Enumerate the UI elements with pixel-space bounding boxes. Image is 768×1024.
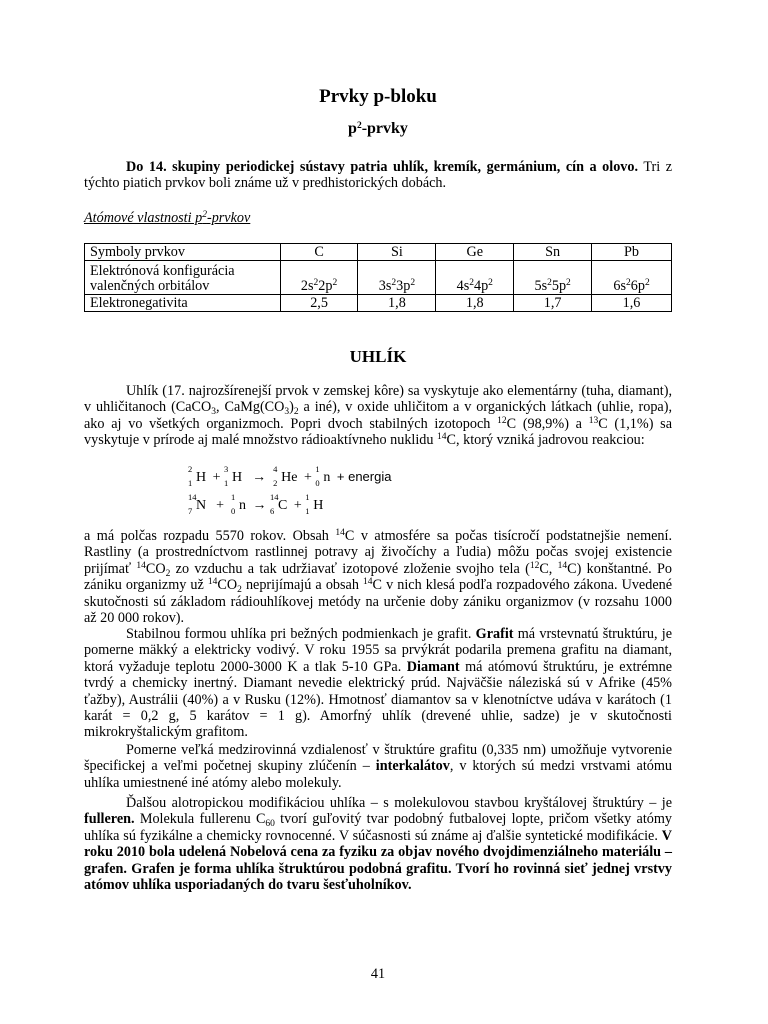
row-label-configuration: Elektrónová konfigurácia valenčných orbitálov [85, 261, 281, 295]
symbol-cell: C [280, 244, 358, 261]
paragraph-1: Uhlík (17. najrozšírenejší prvok v zemskej kôre) sa vyskytuje ako elementárny (tuha, diamant), v uhličitanoch (CaCO$_3$, $CaMg(CO_3)_2$ a iné), v oxide uhličitom a v organických látkach (uhlie, ropa), ako aj vo všetkých organizmoch. Popri dvoch stabilných izotopoch $^{12}$C (98,9%) a $^{13}$C (1,1%) sa vyskytuje v prírode aj malé množstvo rádioaktívneho nuklidu $^{14}$C, ktorý vzniká jadrovou reakciou: [84, 383, 672, 449]
atomic-properties-table [84, 243, 672, 312]
config-cell: $3s^23p^2$ [358, 261, 436, 295]
page-title: Prvky p-bloku [319, 86, 437, 107]
table-row [85, 244, 672, 261]
paragraph-4: Pomerne veľká medzirovinná vzdialenosť v štruktúre grafitu (0,335 nm) umožňuje vytvorenie špecifickej a veľmi početnej skupiny zlúčenín – interkalátov, v ktorých sú medzi vrstvami atómu uhlíka umiestnené iné atómy alebo molekuly. [84, 742, 673, 791]
nuclear-equation-1: 2 1 H + 3 1 H → 4 2 He + 1 0 n + energia [188, 464, 392, 488]
table-row [85, 295, 672, 312]
config-cell: $4s^24p^2$ [436, 261, 514, 295]
electronegativity-cell: 1,8 [358, 295, 436, 312]
table-caption: Atómové vlastnosti $p^2$-prvkov [84, 210, 251, 226]
electronegativity-cell: 2,5 [280, 295, 358, 312]
row-label-electronegativity: Elektronegativita [85, 295, 281, 312]
config-cell: $6s^26p^2$ [592, 261, 672, 295]
page-number: 41 [370, 966, 386, 982]
paragraph-3: Stabilnou formou uhlíka pri bežných podmienkach je grafit. Grafit má vrstevnatú štruktúru, je pomerne mäkký a elektricky vodivý. V roku 1955 sa prvýkrát podarila premena grafitu na diamant, ktorá vyžaduje teplotu 2000-3000 K a tlak 5-10 GPa. Diamant má atómovú štruktúru, je extrémne tvrdý a chemicky inertný. Diamant nevedie elektrický prúd. Najväčšie náleziská sú v Afrike (45% ťažby), Austrálii (40%) a v Rusku (12%). Hmotnosť diamantov sa v klenotníctve udáva v karátoch (1 karát = 0,2 g, 5 karátov = 1 g). Amorfný uhlík (drevené uhlie, sadze) je v skutočnosti mikrokryštalickým grafitom. [84, 626, 672, 741]
electronegativity-cell: 1,8 [436, 295, 514, 312]
electronegativity-cell: 1,7 [514, 295, 592, 312]
intro-paragraph: Do 14. skupiny periodickej sústavy patria uhlík, kremík, germánium, cín a olovo. Tri z týchto piatich prvkov boli známe už v predhistorických dobách. [84, 159, 672, 192]
paragraph-5: Ďalšou alotropickou modifikáciou uhlíka – s molekulovou stavbou kryštálovej štruktúry – je fulleren. Molekula fullerenu $C_{60}$ tvorí guľovitý tvar podobný futbalovej lopte, pričom všetky atómy uhlíka sú fyzikálne a chemicky rovnocenné. V súčasnosti sú známe aj ďalšie syntetické modifikácie. V roku 2010 bola udelená Nobelová cena za fyziku za objav nového dvojdimenziálneho materiálu – grafen. Grafen je forma uhlíka štruktúrou podobná grafitu. Tvorí ho rovinná sieť jednej vrstvy atómov uhlíka usporiadaných do tvaru šesťuholníkov. [84, 795, 672, 894]
symbol-cell: Ge [436, 244, 514, 261]
page-subtitle: $p^2$-prvky [348, 120, 408, 137]
symbol-cell: Sn [514, 244, 592, 261]
nuclear-equation-2: 14 7 N + 1 0 n → 14 6 C + 1 1 H [188, 492, 324, 516]
electronegativity-cell: 1,6 [592, 295, 672, 312]
paragraph-2: a má polčas rozpadu 5570 rokov. Obsah $^{14}$C v atmosfére sa počas tisícročí podstatnejšie nemení. Rastliny (a prostredníctvom rastlinnej potravy aj živočíchy a ľudia) môžu počas svojej existencie prijímať $^{14}CO_2$ zo vzduchu a tak udržiavať izotopové zloženie svojho tela ($^{12}$C, $^{14}$C) konštantné. Po zániku organizmy už $^{14}CO_2$ neprijímajú a obsah $^{14}$C v nich klesá podľa rozpadového zákona. Uvedené skutočnosti sú základom rádiouhlíkovej metódy na určenie doby zániku organizmov (v rozsahu 1000 až 20 000 rokov). [84, 528, 673, 627]
symbol-cell: Si [358, 244, 436, 261]
config-cell: $2s^22p^2$ [280, 261, 358, 295]
symbol-cell: Pb [592, 244, 672, 261]
section-title: UHLÍK [349, 347, 407, 366]
table-row [85, 261, 672, 295]
config-cell: $5s^25p^2$ [514, 261, 592, 295]
row-label-symbols: Symboly prvkov [85, 244, 281, 261]
